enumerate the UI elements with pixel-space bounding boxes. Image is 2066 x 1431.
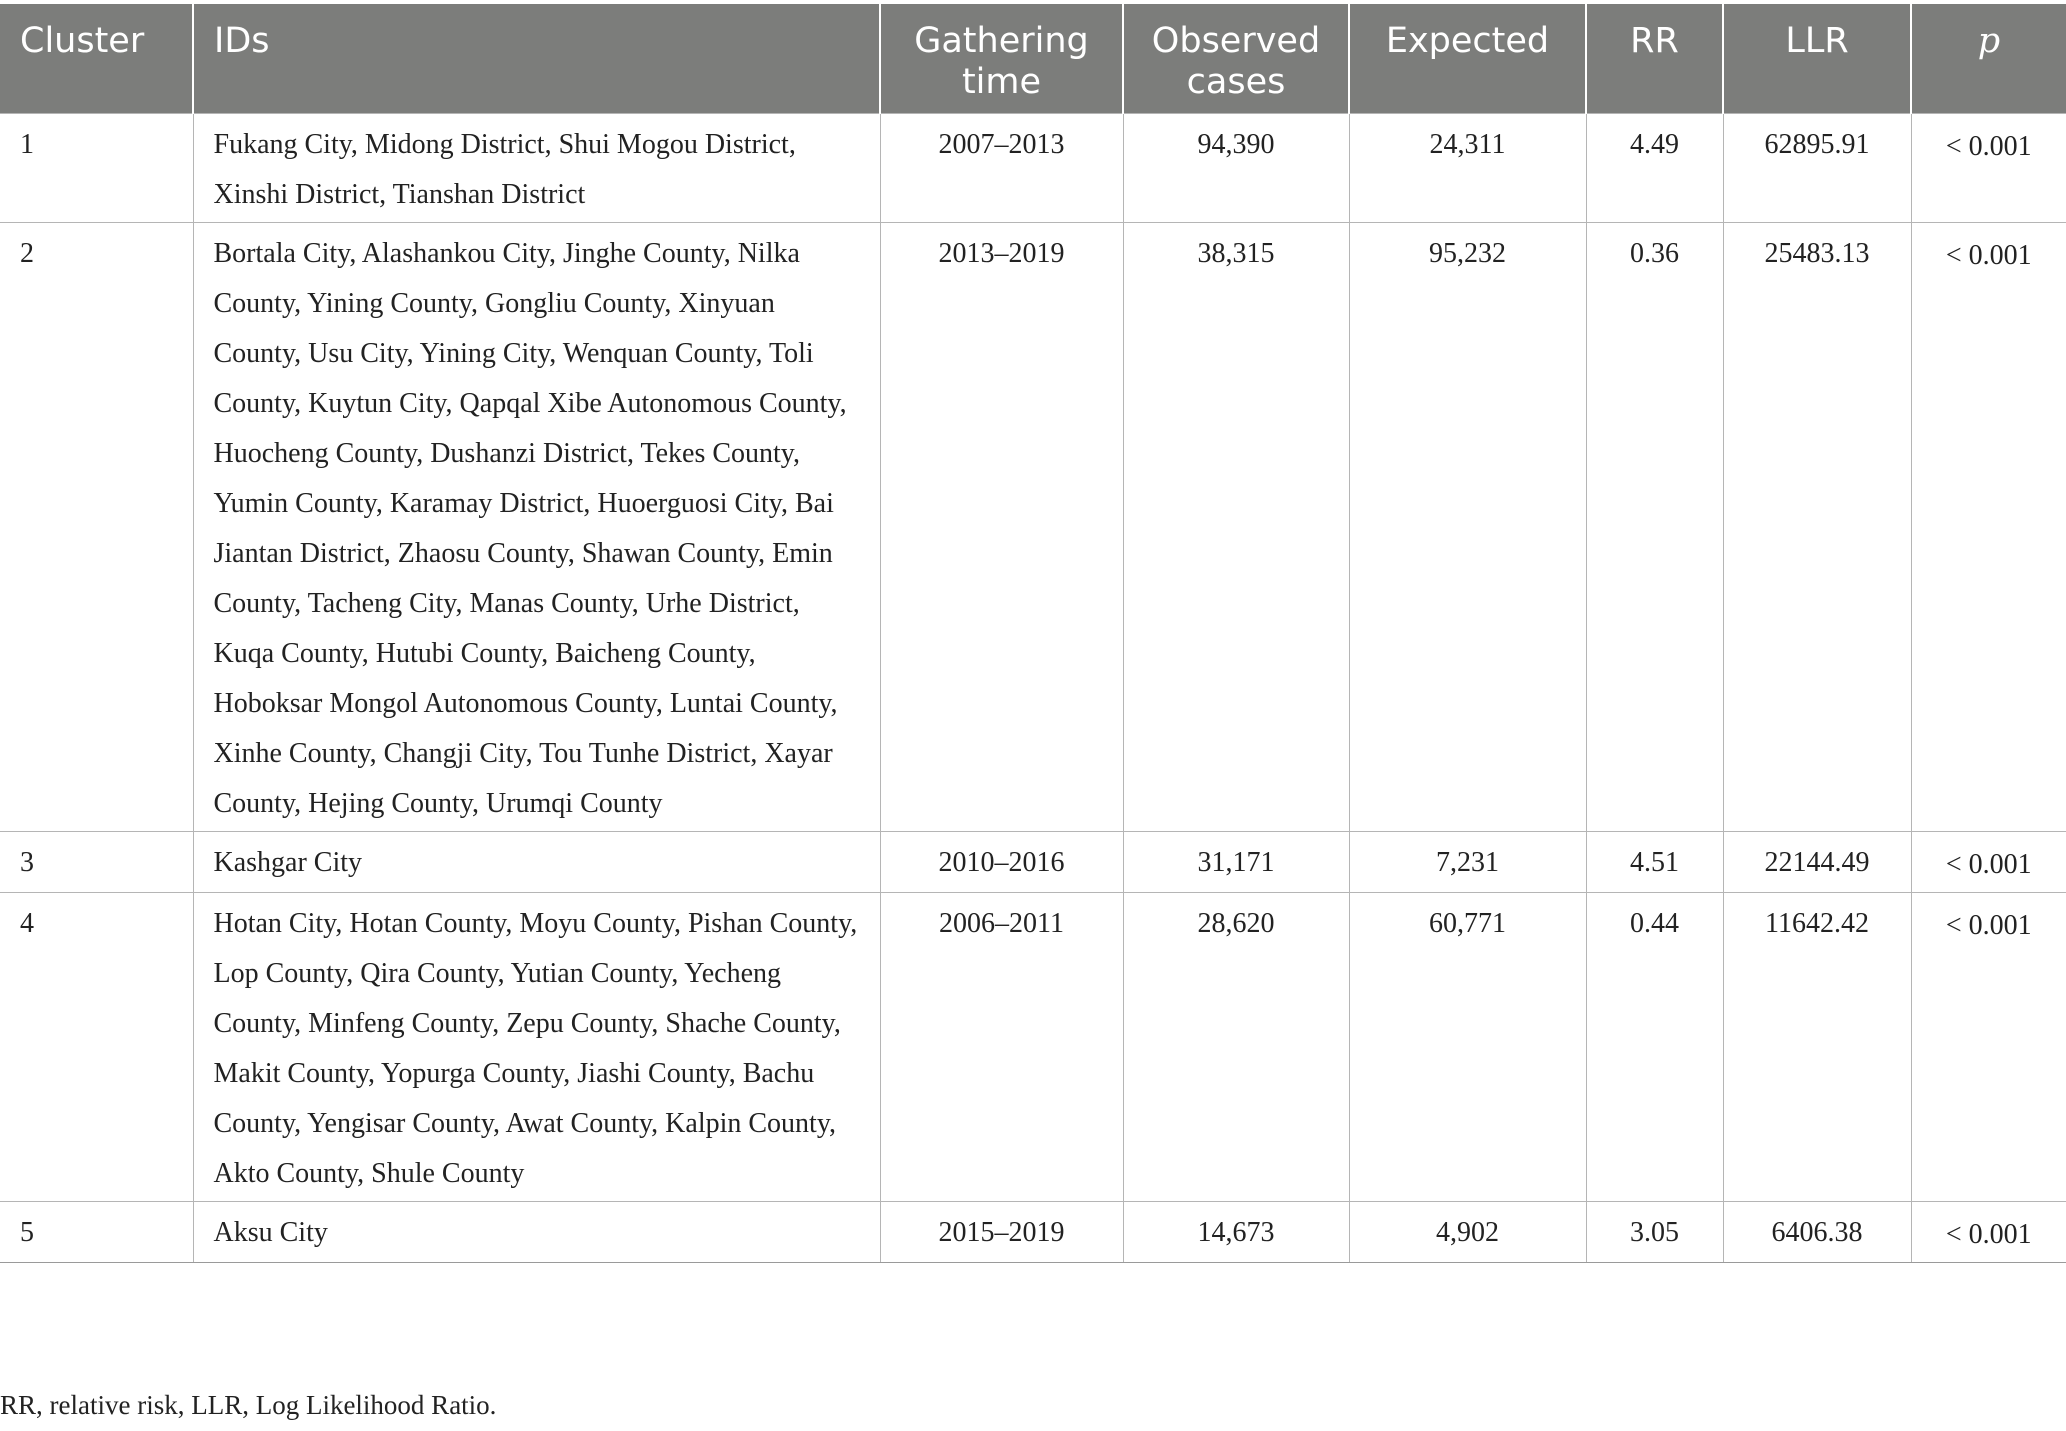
cell-ids: Fukang City, Midong District, Shui Mogou District, Xinshi District, Tianshan District [193,113,880,222]
header-cluster: Cluster [0,4,193,113]
table-row [0,113,2066,222]
cell-cluster: 4 [0,892,193,1201]
table-body [0,113,2066,1262]
cell-llr: 62895.91 [1723,113,1911,222]
cell-ids: Kashgar City [193,831,880,892]
cell-ids: Bortala City, Alashankou City, Jinghe County, Nilka County, Yining County, Gongliu County, Xinyuan County, Usu City, Yining City, Wenquan County, Toli County, Kuytun City, Qapqal Xibe Autonomous County, Huocheng County, Dushanzi District, Tekes County, Yumin County, Karamay District, Huoerguosi City, Bai Jiantan District, Zhaosu County, Shawan County, Emin County, Tacheng City, Manas County, Urhe District, Kuqa County, Hutubi County, Baicheng County, Hoboksar Mongol Autonomous County, Luntai County, Xinhe County, Changji City, Tou Tunhe District, Xayar County, Hejing County, Urumqi County [193,222,880,831]
table-row [0,831,2066,892]
table-footnote: RR, relative risk, LLR, Log Likelihood Ratio. [0,1390,497,1420]
cell-rr: 4.49 [1586,113,1723,222]
cell-expected: 7,231 [1349,831,1586,892]
cell-ids: Aksu City [193,1201,880,1262]
header-expected: Expected [1349,4,1586,113]
header-observed-cases: Observed cases [1123,4,1349,113]
cell-expected: 60,771 [1349,892,1586,1201]
header-llr: LLR [1723,4,1911,113]
cell-observed-cases: 38,315 [1123,222,1349,831]
cell-rr: 3.05 [1586,1201,1723,1262]
cell-llr: 22144.49 [1723,831,1911,892]
cell-cluster: 1 [0,113,193,222]
cell-expected: 4,902 [1349,1201,1586,1262]
cell-gathering-time: 2013–2019 [880,222,1123,831]
table-row [0,1201,2066,1262]
cell-p: < 0.001 [1911,892,2066,1201]
cell-p: < 0.001 [1911,1201,2066,1262]
cell-expected: 24,311 [1349,113,1586,222]
header-gathering-time: Gathering time [880,4,1123,113]
cell-llr: 6406.38 [1723,1201,1911,1262]
header-p: p [1911,4,2066,113]
cell-gathering-time: 2015–2019 [880,1201,1123,1262]
cell-p: < 0.001 [1911,222,2066,831]
cell-cluster: 2 [0,222,193,831]
cell-rr: 0.36 [1586,222,1723,831]
cell-p: < 0.001 [1911,113,2066,222]
table-row [0,892,2066,1201]
cell-gathering-time: 2006–2011 [880,892,1123,1201]
cell-observed-cases: 94,390 [1123,113,1349,222]
table-row [0,222,2066,831]
cell-cluster: 3 [0,831,193,892]
cell-gathering-time: 2010–2016 [880,831,1123,892]
cell-llr: 25483.13 [1723,222,1911,831]
cell-observed-cases: 31,171 [1123,831,1349,892]
cell-rr: 4.51 [1586,831,1723,892]
cluster-results-table [0,4,2066,1263]
cell-ids: Hotan City, Hotan County, Moyu County, Pishan County, Lop County, Qira County, Yutian County, Yecheng County, Minfeng County, Zepu County, Shache County, Makit County, Yopurga County, Jiashi County, Bachu County, Yengisar County, Awat County, Kalpin County, Akto County, Shule County [193,892,880,1201]
cell-llr: 11642.42 [1723,892,1911,1201]
cell-observed-cases: 14,673 [1123,1201,1349,1262]
header-ids: IDs [193,4,880,113]
cell-gathering-time: 2007–2013 [880,113,1123,222]
cell-cluster: 5 [0,1201,193,1262]
cell-rr: 0.44 [1586,892,1723,1201]
header-rr: RR [1586,4,1723,113]
cell-expected: 95,232 [1349,222,1586,831]
cell-observed-cases: 28,620 [1123,892,1349,1201]
cell-p: < 0.001 [1911,831,2066,892]
table-header [0,4,2066,113]
header-row [0,4,2066,113]
